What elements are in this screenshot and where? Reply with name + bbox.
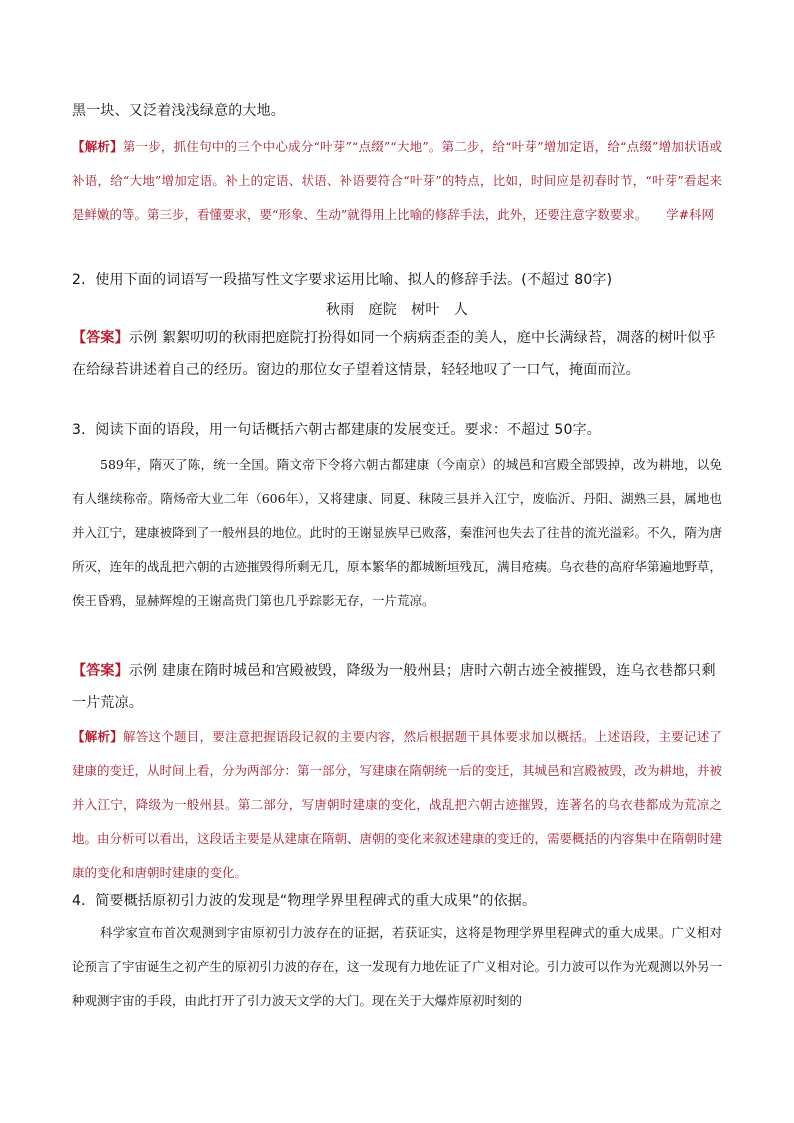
q2-answer [72, 322, 722, 386]
q4-passage: 科学家宣布首次观测到宇宙原初引力波存在的证据，若获证实，这将是物理学界里程碑式的重大成果。广义相对论预言了宇宙诞生之初产生的原初引力波的存在，这一发现有力地佐证了广义相对论。引力波可以作为光观测以外另一种观测宇宙的手段，由此打开了引力波天文学的大门。现在关于大爆炸原初时刻的 [72, 925, 723, 1008]
q3-analysis [72, 720, 722, 890]
q3-answer [72, 655, 722, 719]
analysis-text: 第一步，抓住句中的三个中心成分“叶芽”“点缀”“大地”。第二步，给“叶芽”增加定语，给“点缀”增加状语或补语，给“大地”增加定语。补上的定语、状语、补语要符合“叶芽”的特点，比如，时间应是初春时节，“叶芽”看起来是鲜嫩的等。第三步，看懂要求，要“形象、生动”就得用上比喻的修辞手法，此外，还要注意字数要求。 [72, 139, 722, 222]
q3-question: 3．阅读下面的语段，用一句话概括六朝古都建康的发展变迁。要求：不超过 50字。 [72, 422, 601, 438]
q4-question: 4．简要概括原初引力波的发现是“物理学界里程碑式的重大成果”的依据。 [72, 893, 537, 909]
answer-tag: 【答案】 [72, 330, 129, 346]
answer-text: 示例 絮絮叨叨的秋雨把庭院打扮得如同一个病病歪歪的美人，庭中长满绿苔，凋落的树叶似乎在给绿苔讲述着自己的经历。窗边的那位女子望着这情景，轻轻地叹了一口气，掩面而泣。 [72, 330, 716, 378]
analysis-text: 解答这个题目，要注意把握语段记叙的主要内容，然后根据题干具体要求加以概括。上述语段，主要记述了建康的变迁，从时间上看，分为两部分：第一部分，写建康在隋朝统一后的变迁，其城邑和宫殿被毁，改为耕地，并被并入江宁，降级为一般州县。第二部分，写唐朝时建康的变化，战乱把六朝古迹摧毁，连著名的乌衣巷都成为荒凉之地。由分析可以看出，这段话主要是从建康在隋朝、唐朝的变化来叙述建康的变迁的，需要概括的内容集中在隋朝时建康的变化和唐朝时建康的变化。 [72, 729, 723, 880]
continued-answer-fragment: 黑一块、又泛着浅浅绿意的大地。 [72, 103, 285, 119]
answer-tag: 【答案】 [72, 663, 129, 679]
analysis-tag: 【解析】 [72, 729, 123, 744]
q1-analysis [72, 130, 722, 232]
analysis-tag: 【解析】 [72, 139, 123, 154]
watermark-text: 学#科网 [666, 207, 715, 222]
q2-question: 2．使用下面的词语写一段描写性文字要求运用比喻、拟人的修辞手法。(不超过 80字) [72, 272, 613, 288]
q3-passage: 589年，隋灭了陈，统一全国。隋文帝下令将六朝古都建康（今南京）的城邑和宫殿全部毁掉，改为耕地，以免有人继续称帝。隋炀帝大业二年（606年），又将建康、同夏、秣陵三县并入江宁，废临沂、丹阳、湖熟三县，属地也并入江宁，建康被降到了一般州县的地位。此时的王谢显族早已败落，秦淮河也失去了往昔的流光溢彩。不久，隋为唐所灭，连年的战乱把六朝的古迹摧毁得所剩无几，原本繁华的都城断垣残瓦，满目疮痍。乌衣巷的高府华第遍地野草，俟王昏鸦，显赫辉煌的王谢高贵门第也几乎踪影无存，一片荒凉。 [72, 457, 723, 608]
answer-text: 示例 建康在隋时城邑和宫殿被毁，降级为一般州县；唐时六朝古迹全被摧毁，连乌衣巷都只剩一片荒凉。 [72, 663, 716, 711]
q2-words: 秋雨 庭院 树叶 人 [326, 302, 468, 318]
